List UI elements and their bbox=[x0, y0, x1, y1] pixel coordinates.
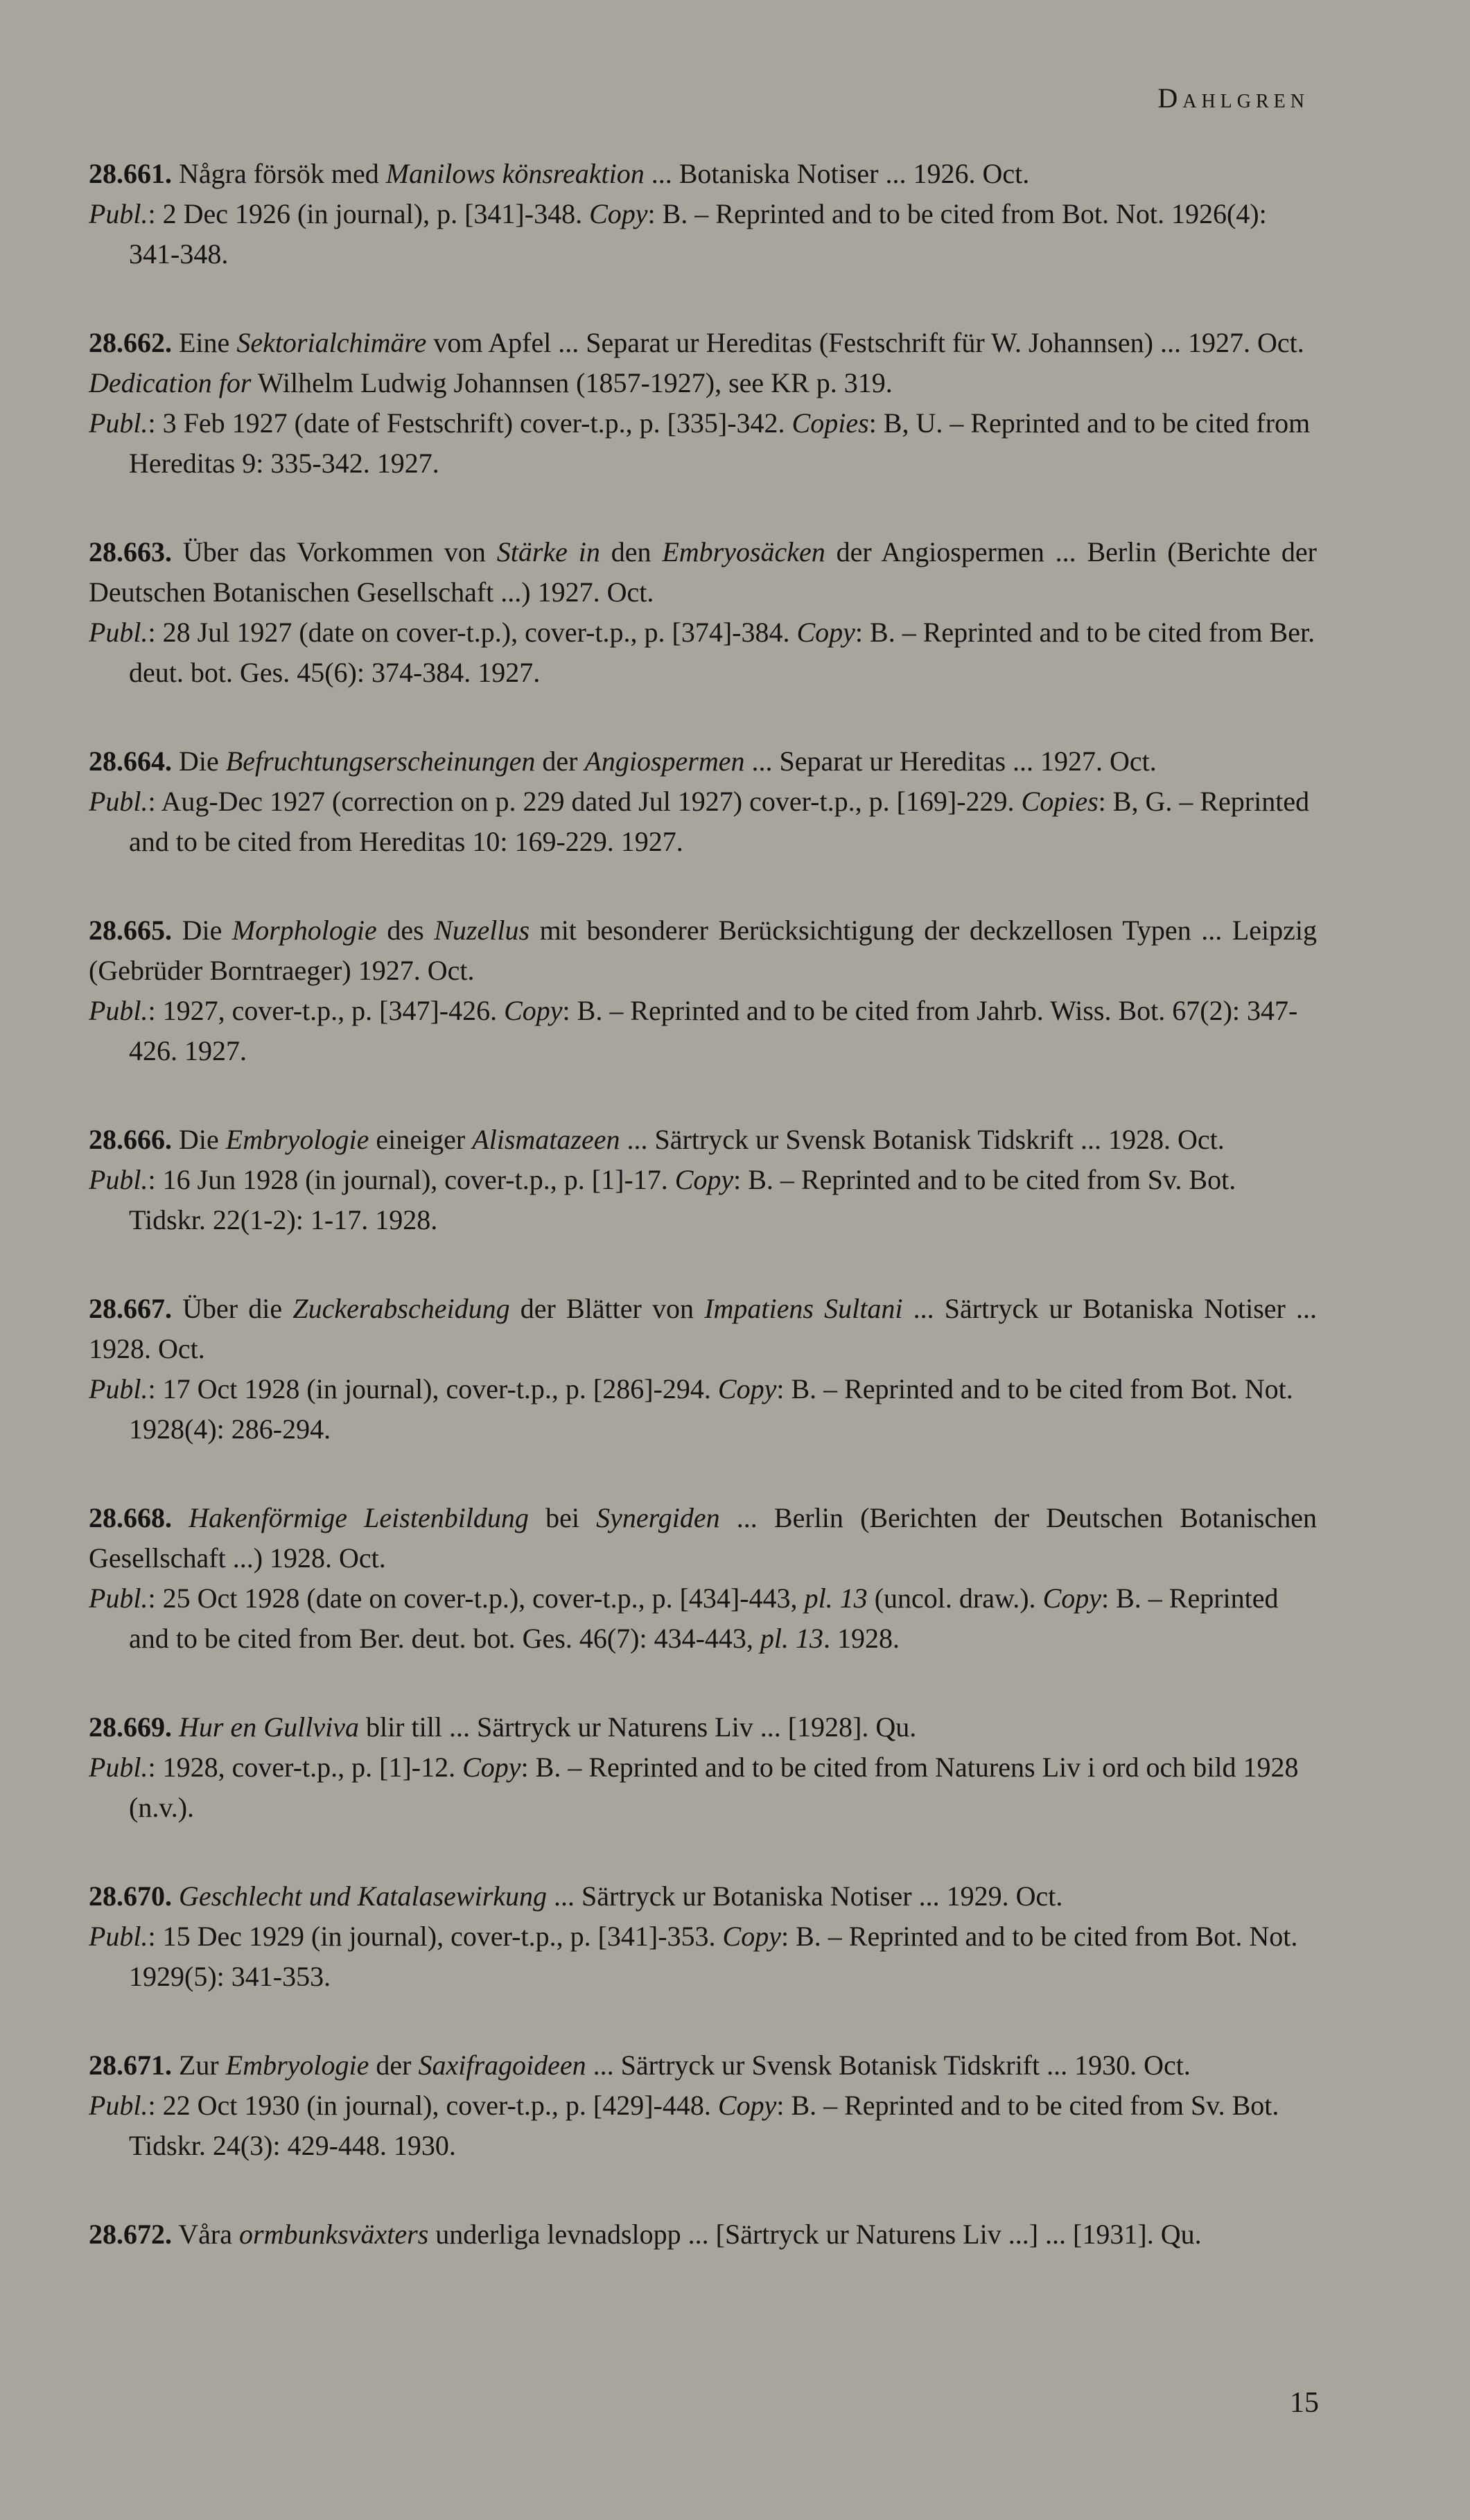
entry-title bbox=[89, 1876, 1317, 1917]
italic-segment: Publ. bbox=[89, 1752, 148, 1783]
entry-publication-note bbox=[89, 1369, 1317, 1450]
text-segment: Wilhelm Ludwig Johannsen (1857-1927), see KR p. 319. bbox=[251, 367, 893, 398]
entry-title bbox=[89, 323, 1317, 363]
text-segment: ... Särtryck ur Svensk Botanisk Tidskrift ... 1928. Oct. bbox=[620, 1124, 1225, 1155]
running-head: Dahlgren bbox=[1157, 82, 1309, 114]
entry-title bbox=[89, 910, 1317, 991]
entry-title bbox=[89, 1289, 1317, 1369]
italic-segment: pl. 13 bbox=[804, 1583, 868, 1614]
text-segment: : B. – Reprinted and to be cited from Bot. Not. 1926(4): 341-348. bbox=[129, 198, 1267, 270]
italic-segment: Embryologie bbox=[225, 2050, 369, 2081]
text-segment: : B. – Reprinted and to be cited from Sv. Bot. Tidskr. 22(1-2): 1-17. 1928. bbox=[129, 1164, 1236, 1235]
entry-number: 28.672. bbox=[89, 2219, 172, 2250]
italic-segment: Copy bbox=[674, 1164, 734, 1195]
italic-segment: Embryologie bbox=[225, 1124, 369, 1155]
entry-publication-note bbox=[89, 782, 1317, 862]
italic-segment: Zuckerabscheidung bbox=[292, 1293, 510, 1324]
text-segment: ... Särtryck ur Botaniska Notiser ... 1928. Oct. bbox=[89, 1293, 1318, 1364]
text-segment: ... Botaniska Notiser ... 1926. Oct. bbox=[644, 158, 1030, 189]
italic-segment: Copy bbox=[504, 995, 563, 1026]
text-segment: : B. – Reprinted and to be cited from Jahrb. Wiss. Bot. 67(2): 347-426. 1927. bbox=[129, 995, 1298, 1066]
entry-publication-note bbox=[89, 1747, 1317, 1828]
text-segment: ... Särtryck ur Botaniska Notiser ... 1929. Oct. bbox=[547, 1880, 1063, 1912]
text-segment: : 22 Oct 1930 (in journal), cover-t.p., p. [429]-448. bbox=[148, 2090, 718, 2121]
text-segment: der Angiospermen ... Berlin (Berichte der Deutschen Botanischen Gesellschaft ...) 1927. Oct. bbox=[89, 536, 1317, 608]
italic-segment: Publ. bbox=[89, 617, 148, 648]
italic-segment: Embryosäcken bbox=[662, 536, 825, 567]
entry-title bbox=[89, 154, 1317, 194]
italic-segment: Sektorialchimäre bbox=[236, 327, 427, 358]
entry-publication-note bbox=[89, 363, 1317, 403]
text-segment: Våra bbox=[172, 2219, 239, 2250]
text-segment: : B. – Reprinted and to be cited from Sv. Bot. Tidskr. 24(3): 429-448. 1930. bbox=[129, 2090, 1279, 2161]
entry-number: 28.661. bbox=[89, 158, 172, 189]
entry-number: 28.668. bbox=[89, 1502, 172, 1533]
text-segment: Über die bbox=[172, 1293, 293, 1324]
entry-number: 28.667. bbox=[89, 1293, 172, 1324]
entry-publication-note bbox=[89, 194, 1317, 274]
italic-segment: Publ. bbox=[89, 786, 148, 817]
italic-segment: Copy bbox=[722, 1921, 781, 1952]
text-segment: vom Apfel ... Separat ur Hereditas (Festschrift für W. Johannsen) ... 1927. Oct. bbox=[426, 327, 1304, 358]
italic-segment: Nuzellus bbox=[434, 915, 530, 946]
text-segment: : B, G. – Reprinted and to be cited from Hereditas 10: 169-229. 1927. bbox=[129, 786, 1310, 857]
text-segment: Über das Vorkommen von bbox=[172, 536, 497, 567]
entry-publication-note bbox=[89, 2086, 1317, 2166]
text-segment: : 15 Dec 1929 (in journal), cover-t.p., p. [341]-353. bbox=[148, 1921, 723, 1952]
entry-number: 28.670. bbox=[89, 1880, 172, 1912]
entry-publication-note bbox=[89, 1160, 1317, 1240]
text-segment: bei bbox=[528, 1502, 597, 1533]
text-segment: : 1927, cover-t.p., p. [347]-426. bbox=[148, 995, 505, 1026]
entry-title bbox=[89, 532, 1317, 613]
text-segment: ... Särtryck ur Svensk Botanisk Tidskrift ... 1930. Oct. bbox=[586, 2050, 1191, 2081]
text-segment: Zur bbox=[172, 2050, 226, 2081]
entry-number: 28.662. bbox=[89, 327, 172, 358]
bibliography-entry bbox=[89, 741, 1317, 862]
text-segment: : 16 Jun 1928 (in journal), cover-t.p., p. [1]-17. bbox=[148, 1164, 675, 1195]
bibliography-entry bbox=[89, 910, 1317, 1071]
bibliography-entry bbox=[89, 1498, 1317, 1659]
italic-segment: Publ. bbox=[89, 1583, 148, 1614]
text-segment bbox=[172, 1502, 189, 1533]
text-segment: Die bbox=[172, 746, 226, 777]
italic-segment: Copies bbox=[1021, 786, 1099, 817]
bibliography-entry bbox=[89, 1707, 1317, 1828]
page-number: 15 bbox=[1290, 2387, 1319, 2419]
italic-segment: Saxifragoideen bbox=[418, 2050, 586, 2081]
text-segment: der Blätter von bbox=[509, 1293, 705, 1324]
text-segment: mit besonderer Berücksichtigung der deckzellosen Typen ... Leipzig (Gebrüder Borntraeger) 1927. Oct. bbox=[89, 915, 1317, 986]
italic-segment: Alismatazeen bbox=[472, 1124, 620, 1155]
entry-title bbox=[89, 1498, 1317, 1578]
italic-segment: Copies bbox=[791, 407, 869, 439]
italic-segment: Publ. bbox=[89, 2090, 148, 2121]
entry-title bbox=[89, 1120, 1317, 1160]
italic-segment: Dedication for bbox=[89, 367, 252, 398]
entry-publication-note bbox=[89, 613, 1317, 693]
bibliography-entry bbox=[89, 323, 1317, 484]
text-segment: : 2 Dec 1926 (in journal), p. [341]-348. bbox=[148, 198, 590, 229]
italic-segment: Geschlecht und Katalasewirkung bbox=[179, 1880, 548, 1912]
italic-segment: Copy bbox=[462, 1752, 521, 1783]
text-segment: den bbox=[600, 536, 663, 567]
text-segment: blir till ... Särtryck ur Naturens Liv ... [1928]. Qu. bbox=[358, 1711, 917, 1743]
italic-segment: Manilows könsreaktion bbox=[385, 158, 645, 189]
text-segment: : B. – Reprinted and to be cited from Bot. Not. 1928(4): 286-294. bbox=[129, 1373, 1293, 1445]
text-segment: Die bbox=[172, 1124, 226, 1155]
text-segment: underliga levnadslopp ... [Särtryck ur Naturens Liv ...] ... [1931]. Qu. bbox=[428, 2219, 1202, 2250]
bibliography-entry bbox=[89, 1876, 1317, 1997]
italic-segment: Hur en Gullviva bbox=[179, 1711, 359, 1743]
text-segment: . 1928. bbox=[823, 1623, 900, 1654]
text-segment: : B. – Reprinted and to be cited from Ber. deut. bot. Ges. 46(7): 434-443, bbox=[129, 1583, 1279, 1654]
entry-number: 28.664. bbox=[89, 746, 172, 777]
entry-number: 28.665. bbox=[89, 915, 172, 946]
text-segment: Die bbox=[172, 915, 232, 946]
entry-number: 28.669. bbox=[89, 1711, 172, 1743]
italic-segment: Publ. bbox=[89, 1164, 148, 1195]
text-segment: Eine bbox=[172, 327, 237, 358]
text-segment: : 3 Feb 1927 (date of Festschrift) cover-t.p., p. [335]-342. bbox=[148, 407, 792, 439]
italic-segment: Synergiden bbox=[596, 1502, 720, 1533]
entry-publication-note bbox=[89, 1578, 1317, 1659]
italic-segment: Copy bbox=[717, 2090, 777, 2121]
italic-segment: Publ. bbox=[89, 1373, 148, 1404]
text-segment: : 28 Jul 1927 (date on cover-t.p.), cover-t.p., p. [374]-384. bbox=[148, 617, 797, 648]
entry-title bbox=[89, 741, 1317, 782]
text-segment bbox=[172, 1711, 179, 1743]
italic-segment: Copy bbox=[796, 617, 855, 648]
entry-publication-note bbox=[89, 1917, 1317, 1997]
italic-segment: Hakenförmige Leistenbildung bbox=[189, 1502, 529, 1533]
text-segment: der bbox=[535, 746, 585, 777]
entry-title bbox=[89, 1707, 1317, 1747]
text-segment: : 17 Oct 1928 (in journal), cover-t.p., p. [286]-294. bbox=[148, 1373, 718, 1404]
text-segment: : 25 Oct 1928 (date on cover-t.p.), cover-t.p., p. [434]-443, bbox=[148, 1583, 805, 1614]
entry-number: 28.666. bbox=[89, 1124, 172, 1155]
italic-segment: Befruchtungserscheinungen bbox=[225, 746, 536, 777]
text-segment: : 1928, cover-t.p., p. [1]-12. bbox=[148, 1752, 463, 1783]
bibliography-entry bbox=[89, 2214, 1317, 2255]
italic-segment: Copy bbox=[1042, 1583, 1101, 1614]
bibliography-entry bbox=[89, 1120, 1317, 1240]
italic-segment: ormbunksväxters bbox=[239, 2219, 429, 2250]
italic-segment: Morphologie bbox=[231, 915, 377, 946]
entry-number: 28.663. bbox=[89, 536, 172, 567]
text-segment: eineiger bbox=[369, 1124, 473, 1155]
italic-segment: Publ. bbox=[89, 1921, 148, 1952]
text-segment bbox=[172, 1880, 179, 1912]
text-segment: : B. – Reprinted and to be cited from Bot. Not. 1929(5): 341-353. bbox=[129, 1921, 1298, 1992]
text-segment: des bbox=[376, 915, 435, 946]
bibliography-entry bbox=[89, 154, 1317, 274]
italic-segment: Publ. bbox=[89, 995, 148, 1026]
italic-segment: Angiospermen bbox=[584, 746, 745, 777]
entry-publication-note bbox=[89, 991, 1317, 1071]
text-segment: : B. – Reprinted and to be cited from Ber. deut. bot. Ges. 45(6): 374-384. 1927. bbox=[129, 617, 1315, 688]
bibliography-entry bbox=[89, 1289, 1317, 1450]
italic-segment: Stärke in bbox=[496, 536, 600, 567]
italic-segment: Copy bbox=[717, 1373, 777, 1404]
text-segment: : Aug-Dec 1927 (correction on p. 229 dated Jul 1927) cover-t.p., p. [169]-229. bbox=[148, 786, 1022, 817]
entry-publication-note bbox=[89, 403, 1317, 484]
italic-segment: Impatiens Sultani bbox=[704, 1293, 903, 1324]
entry-title bbox=[89, 2214, 1317, 2255]
italic-segment: Publ. bbox=[89, 407, 148, 439]
bibliography-entry bbox=[89, 2045, 1317, 2166]
bibliography-entries bbox=[89, 154, 1317, 2303]
italic-segment: pl. 13 bbox=[760, 1623, 824, 1654]
text-segment: (uncol. draw.). bbox=[867, 1583, 1043, 1614]
italic-segment: Copy bbox=[589, 198, 648, 229]
text-segment: : B. – Reprinted and to be cited from Naturens Liv i ord och bild 1928 (n.v.). bbox=[129, 1752, 1299, 1823]
text-segment: : B, U. – Reprinted and to be cited from Hereditas 9: 335-342. 1927. bbox=[129, 407, 1311, 479]
bibliography-entry bbox=[89, 532, 1317, 693]
italic-segment: Publ. bbox=[89, 198, 148, 229]
text-segment: der bbox=[369, 2050, 419, 2081]
entry-title bbox=[89, 2045, 1317, 2086]
text-segment: ... Berlin (Berichten der Deutschen Botanischen Gesellschaft ...) 1928. Oct. bbox=[89, 1502, 1318, 1574]
text-segment: ... Separat ur Hereditas ... 1927. Oct. bbox=[744, 746, 1157, 777]
text-segment: Några försök med bbox=[172, 158, 386, 189]
entry-number: 28.671. bbox=[89, 2050, 172, 2081]
